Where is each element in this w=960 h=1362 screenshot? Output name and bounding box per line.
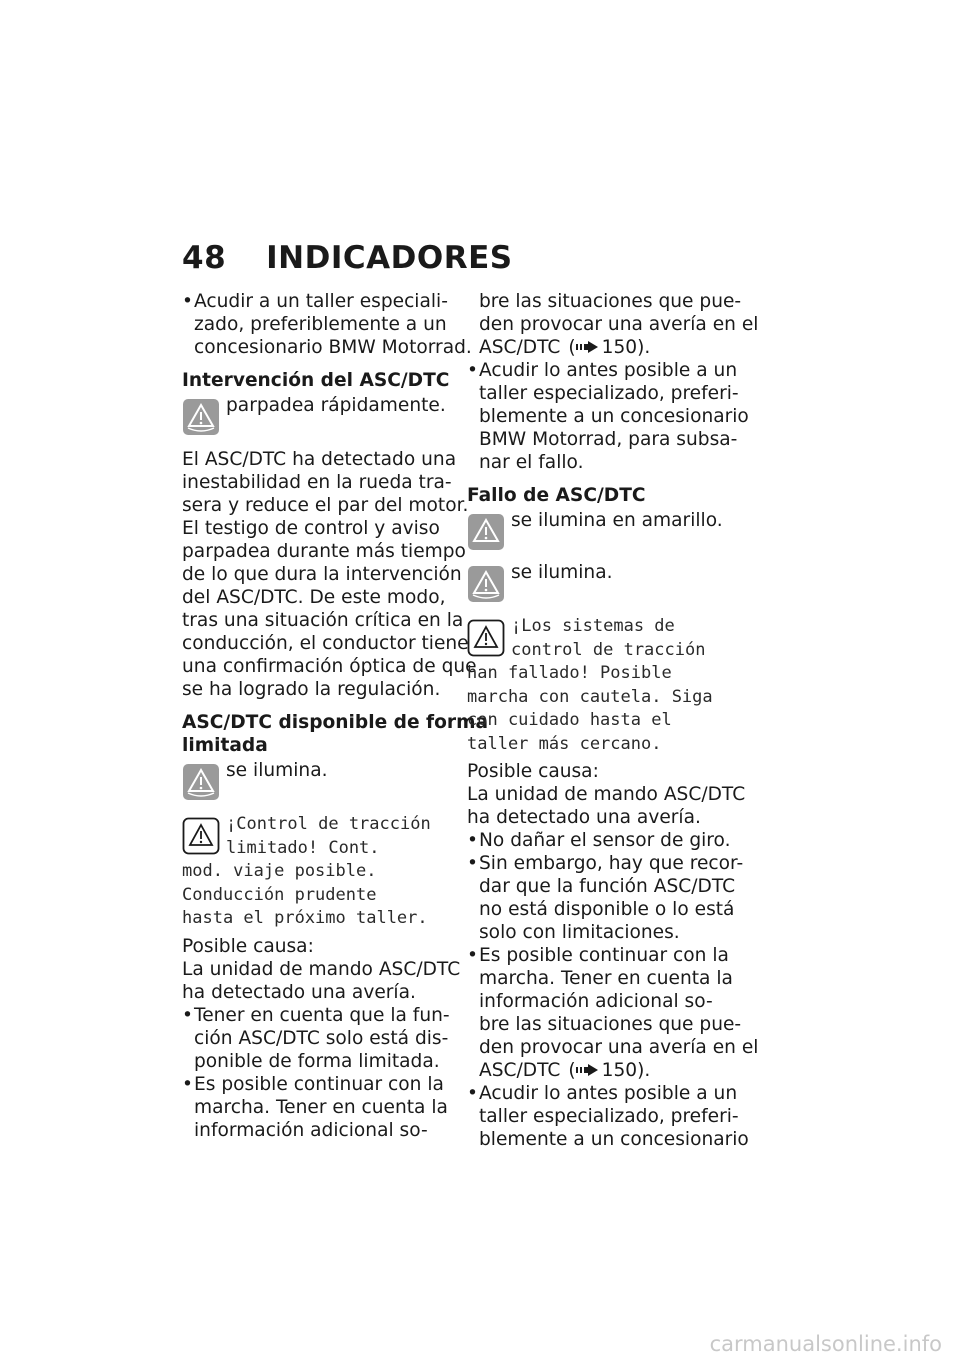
cause-text: La unidad de mando ASC/DTC: [467, 784, 746, 805]
body-line: de lo que dura la intervención: [182, 564, 462, 585]
section-heading: [182, 711, 489, 757]
bullet-text: den provocar una avería en el: [479, 1037, 759, 1058]
bullet-text: marcha. Tener en cuenta la: [194, 1096, 448, 1118]
bullet-text: solo con limitaciones.: [479, 922, 680, 943]
warning-triangle-icon: [467, 565, 505, 603]
display-text: hasta el próximo taller.: [182, 908, 428, 928]
reference-arrow-icon: (: [568, 336, 597, 359]
bullet-text: zado, preferiblemente a un: [194, 314, 447, 335]
body-line: conducción, el conductor tiene: [182, 633, 469, 654]
ref-prefix: ASC/DTC: [479, 1060, 561, 1081]
display-text: han fallado! Posible: [467, 663, 672, 683]
bullet-text: ción ASC/DTC solo está dis-: [194, 1027, 449, 1049]
page-number: 48: [182, 240, 227, 276]
bullet-text: • No dañar el sensor de giro.: [467, 829, 742, 852]
bullet-text: dar que la función ASC/DTC: [479, 876, 736, 897]
display-text: control de tracción: [511, 639, 706, 660]
body-line: tras una situación crítica en la: [182, 610, 464, 631]
indicator-row: [182, 759, 457, 803]
bullet-text: información adicional so-: [194, 1119, 428, 1141]
heading-line: limitada: [182, 735, 268, 756]
warning-outline-icon: [182, 817, 220, 855]
cause-text: ha detectado una avería.: [182, 981, 416, 1003]
section-heading: Fallo de ASC/DTC: [467, 485, 646, 506]
display-text: ¡Los sistemas de: [511, 616, 675, 636]
bullet-text: bre las situaciones que pue-: [479, 1014, 742, 1035]
indicator-text: parpadea rápidamente.: [226, 395, 446, 416]
heading-line: ASC/DTC disponible de forma: [182, 712, 489, 733]
indicator-row: [467, 561, 742, 605]
cause-label: Posible causa:: [182, 935, 314, 957]
body-line: se ha logrado la regulación.: [182, 679, 441, 700]
watermark: carmanualsonline.info: [709, 1332, 942, 1356]
display-text: ¡Control de tracción: [226, 814, 431, 834]
warning-outline-icon: [467, 619, 505, 657]
indicator-text: se ilumina.: [511, 562, 613, 583]
body-line: sera y reduce el par del motor.: [182, 495, 469, 516]
display-message: [182, 813, 457, 860]
list-item: [182, 1073, 457, 1142]
right-column: [467, 290, 759, 1151]
ref-prefix: ASC/DTC: [479, 337, 561, 358]
display-message: [467, 615, 742, 662]
list-item: [182, 1004, 457, 1073]
display-text: taller más cercano.: [467, 733, 662, 754]
display-text: mod. viaje posible.: [182, 861, 377, 881]
bullet-text: • Sin embargo, hay que recor-: [467, 852, 742, 875]
body-line: den provocar una avería en el: [479, 314, 759, 335]
list-item: [467, 829, 742, 852]
bullet-text: marcha. Tener en cuenta la: [479, 968, 733, 989]
indicator-text: se ilumina.: [226, 760, 328, 781]
section-title: INDICADORES: [266, 240, 513, 276]
ref-page: 150).: [601, 1060, 651, 1081]
body-line: una confirmación óptica de que: [182, 656, 477, 677]
body-line: inestabilidad en la rueda tra-: [182, 472, 452, 493]
display-text: limitado! Cont.: [226, 837, 380, 858]
bullet-text: • Es posible continuar con la: [182, 1073, 457, 1096]
list-item: [467, 852, 742, 944]
bullet-text: • Es posible continuar con la: [467, 944, 742, 967]
section-heading: Intervención del ASC/DTC: [182, 370, 450, 391]
paragraph: [182, 448, 477, 701]
page-reference[interactable]: [467, 336, 742, 359]
display-text: marcha con cautela. Siga: [467, 686, 713, 707]
bullet-text: taller especializado, preferi-: [479, 383, 739, 404]
warning-triangle-icon: [182, 398, 220, 436]
reference-arrow-icon: (: [568, 1059, 597, 1082]
cause-text: ha detectado una avería.: [467, 807, 701, 828]
body-line: del ASC/DTC. De este modo,: [182, 587, 446, 608]
cause-label: Posible causa:: [467, 761, 599, 782]
body-line: El testigo de control y aviso: [182, 518, 440, 539]
bullet-text: • Acudir lo antes posible a un: [467, 359, 742, 382]
list-item: [467, 1082, 749, 1151]
bullet-text: • Acudir a un taller especiali-: [182, 290, 457, 313]
indicator-text: se ilumina en amarillo.: [511, 510, 723, 531]
warning-triangle-icon: [467, 513, 505, 551]
bullet-text: BMW Motorrad, para subsa-: [479, 429, 738, 450]
body-line: El ASC/DTC ha detectado una: [182, 449, 457, 470]
indicator-row: [182, 394, 457, 438]
bullet-text: • Tener en cuenta que la fun-: [182, 1004, 457, 1027]
warning-triangle-icon: [182, 763, 220, 801]
page-reference[interactable]: [467, 1059, 742, 1082]
bullet-text: concesionario BMW Motorrad.: [194, 337, 472, 358]
bullet-text: no está disponible o lo está: [479, 899, 735, 920]
list-item: [182, 290, 472, 359]
bullet-text: • Acudir lo antes posible a un: [467, 1082, 742, 1105]
bullet-text: taller especializado, preferi-: [479, 1106, 739, 1127]
body-line: parpadea durante más tiempo: [182, 541, 466, 562]
ref-page: 150).: [601, 337, 651, 358]
bullet-text: blemente a un concesionario: [479, 406, 749, 427]
body-line: bre las situaciones que pue-: [479, 291, 742, 312]
bullet-text: nar el fallo.: [479, 452, 584, 473]
left-column: [182, 290, 489, 1142]
bullet-text: ponible de forma limitada.: [194, 1050, 440, 1072]
bullet-text: información adicional so-: [479, 991, 713, 1012]
indicator-row: [467, 509, 742, 553]
bullet-text: blemente a un concesionario: [479, 1129, 749, 1150]
cause-text: La unidad de mando ASC/DTC: [182, 958, 461, 980]
display-text: Conducción prudente: [182, 884, 377, 905]
list-item: [467, 944, 759, 1082]
list-item: [467, 359, 749, 474]
display-text: con cuidado hasta el: [467, 710, 672, 730]
page-header: [182, 240, 513, 276]
